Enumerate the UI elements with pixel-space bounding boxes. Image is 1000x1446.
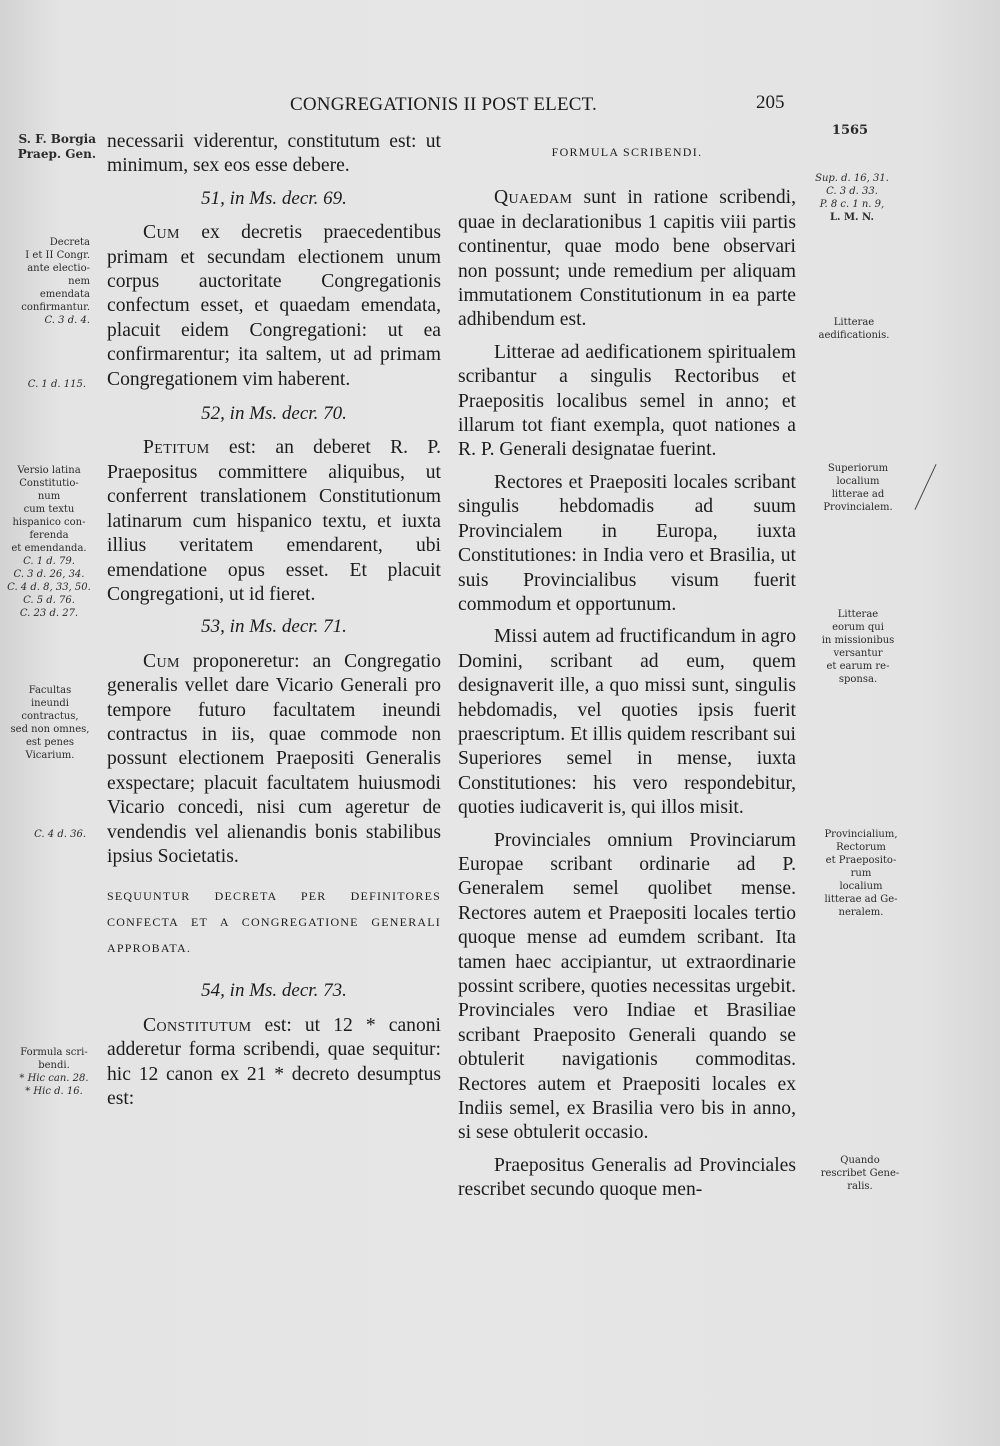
decree-heading-52: 52, in Ms. decr. 70. xyxy=(201,403,347,425)
margin-note-decreta: Decreta I et II Congr. ante electio- nem emendata confirmantur. C. 3 d. 4. xyxy=(21,237,90,326)
margin-refs-right: Sup. d. 16, 31. C. 3 d. 33. P. 8 c. 1 n. 9, L. M. N. xyxy=(815,173,889,223)
running-header: CONGREGATIONIS II POST ELECT. xyxy=(290,94,597,115)
decree-heading-53: 53, in Ms. decr. 71. xyxy=(201,616,347,638)
margin-note-quando: Quando rescribet Gene- ralis. xyxy=(820,1155,900,1192)
margin-note-missionibus: Litterae eorum qui in missionibus versantur et earum re- sponsa. xyxy=(821,609,895,685)
decree-heading-51: 51, in Ms. decr. 69. xyxy=(201,187,347,209)
margin-note-superiorum: Superiorum localium litterae ad Provincialem. xyxy=(823,463,893,513)
formula-heading: FORMULA SCRIBENDI. xyxy=(551,145,703,159)
formula-paragraph-4: Missi autem ad fructificandum in agro Domini, scribant ad eum, quem designaverit ille, a quo missi sunt, singulis hebdomadis, vel quoties ipsis fuerit praescriptum. Et illis quidem rescribant sui Superiores semel in mense, iuxta Constitutiones: his vero respondebitur, quoties iudicaverit is, qui illos misit. xyxy=(458,626,796,819)
margin-note-versio-latina: Versio latina Constitutio- num cum textu hispanico con- ferenda et emendanda. C. 1 d. 79. C. 3 d. 26, 34. C. 4 d. 8, 33, 50. C. 5 d. 76. C. 23 d. 27. xyxy=(7,465,91,619)
author-note: S. F. Borgia Praep. Gen. xyxy=(17,132,96,161)
left-text-column xyxy=(107,130,441,1119)
margin-note-aedificationis: Litterae aedificationis. xyxy=(818,317,890,341)
margin-note-provincialium: Provincialium, Rectorum et Praeposito- rum localium litterae ad Ge- neralem. xyxy=(824,829,898,918)
decree-54-text: Constitutum est: ut 12 * canoni adderetur forma scribendi, quae sequitur: hic 12 canon ex 21 * decreto desumptus est: xyxy=(107,1014,441,1109)
paragraph-continuation: necessarii viderentur, constitutum est: ut minimum, sex eos esse debere. xyxy=(107,131,441,177)
formula-paragraph-3: Rectores et Praepositi locales scribant singulis hebdomadis ad suum Provincialem in Europa, iuxta Constitutiones: in India vero et Brasilia, ut suis Provincialibus visum fuerit commodum et opportunum. xyxy=(458,471,796,615)
margin-note-formula: Formula scri- bendi. * Hic can. 28. * Hic d. 16. xyxy=(19,1047,89,1097)
formula-paragraph-1: Quaedam sunt in ratione scribendi, quae in declarationibus 1 capitis viii partis continentur, quae modo bene observari non possunt; unde remedium per aliquam immutationem Constitutionum in ea parte adhibendum est. xyxy=(458,187,796,331)
formula-paragraph-2: Litterae ad aedificationem spiritualem scribantur a singulis Rectoribus et Praepositis localibus semel in anno; et illarum tot fiant exempla, quot nationes a R. P. Generali designatae fuerint. xyxy=(458,341,796,461)
margin-year: 1565 xyxy=(831,123,869,138)
margin-ref-c4-d36: C. 4 d. 36. xyxy=(34,829,86,840)
decree-52-text: Petitum est: an deberet R. P. Praepositus committere aliquibus, ut conferrent translationem Constitutionum latinarum cum hispanico textu, et iuxta illius veritatem emendarent, ubi emendatione opus esset. Et placuit Congregationi, ut id fieret. xyxy=(107,437,441,605)
margin-note-facultas: Facultas ineundi contractus, sed non omnes, est penes Vicarium. xyxy=(10,685,90,761)
right-text-column xyxy=(458,140,796,1211)
page-number: 205 xyxy=(756,92,785,113)
decree-51-text: Cum ex decretis praecedentibus primam et secundam electionem unum corpus auctoritate Congregationis confectum esset, et quaedam emendata, placuit eidem Congregationi: ut ea confirmarentur; ita saltem, ut ad primam Congregationem vim haberent. xyxy=(107,222,441,390)
pencil-mark xyxy=(914,464,936,510)
formula-paragraph-5: Provinciales omnium Provinciarum Europae scribant ordinarie ad P. Generalem semel quolibet mense. Rectores autem et Praepositi locales tertio quoque mense ad eumdem scribant. Ita tamen haec accipiantur, ut extraordinarie possint scribere, quoties necessitas urgebit. Provinciales vero Indiae et Brasiliae scribant Praeposito Generali quando se obtulerit navigationis commoditas. Rectores autem et Praepositi locales ex Indiis semel, ex Brasilia vero bis in anno, si sese obtulerit occasio. xyxy=(458,829,796,1144)
decree-heading-54: 54, in Ms. decr. 73. xyxy=(201,980,347,1002)
section-heading: SEQUUNTUR DECRETA PER DEFINITORES CONFECTA ET A CONGREGATIONE GENERALI APPROBATA. xyxy=(107,889,441,956)
margin-ref-c1-d115: C. 1 d. 115. xyxy=(27,379,86,390)
formula-paragraph-6: Praepositus Generalis ad Provinciales rescribet secundo quoque men- xyxy=(458,1154,796,1201)
decree-53-text: Cum proponeretur: an Congregatio generalis vellet dare Vicario Generali pro tempore futuro facultatem ineundi contractus in iis, quae commode non possunt electionem Praepositi Generalis exspectare; placuit facultatem huiusmodi Vicario concedi, nisi cum ageretur de vendendis vel alienandis bonis stabilibus ipsius Societatis. xyxy=(107,650,441,867)
